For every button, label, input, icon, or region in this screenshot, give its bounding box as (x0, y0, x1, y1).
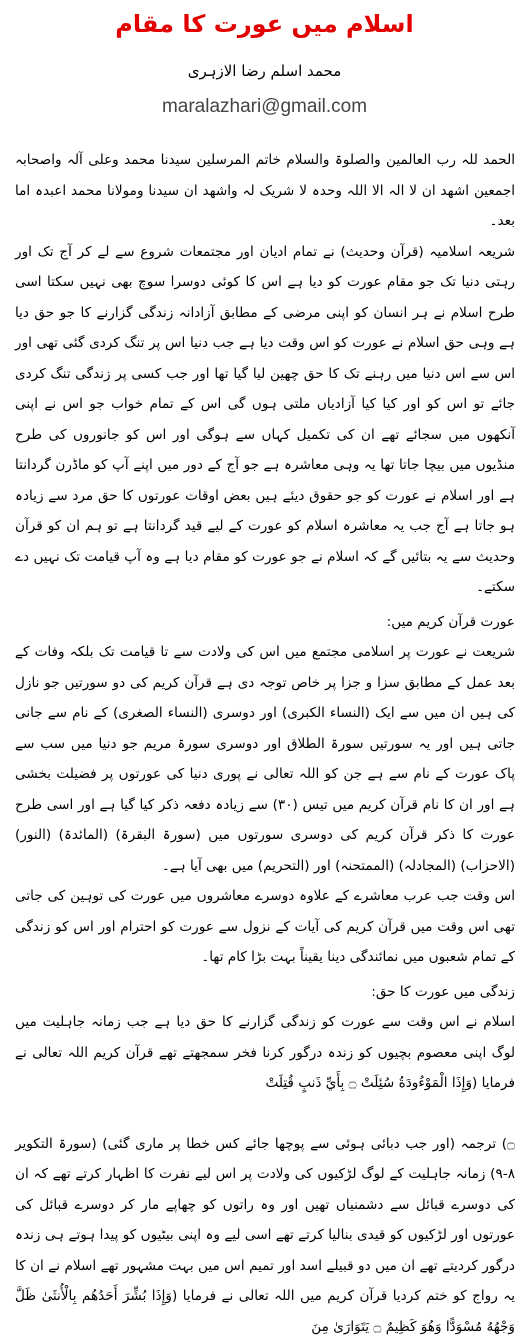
body-paragraph: اس وقت جب عرب معاشرے کے علاوہ دوسرے معاشروں میں عورت کی توہین کی جاتی تھی اس وقت میں قرآن کریم کی آیات کے نزول سے عورت کو احترام اور اس کو زندگی کے تمام شعبوں میں نمائندگی دینا یقیناً بہت بڑا کام تھا۔ (15, 881, 515, 973)
section-heading: زندگی میں عورت کا حق: (15, 977, 515, 1008)
author-email: maralazhari@gmail.com (0, 96, 529, 118)
section-heading: عورت قرآن کریم میں: (15, 607, 515, 638)
body-paragraph: اسلام نے اس وقت سے عورت کو زندگی گزارنے کا حق دیا ہے جب زمانہ جاہلیت میں لوگ اپنی معصوم بچیوں کو زندہ درگور کرنا فخر سمجھتے تھے قرآن کریم اللہ تعالی نے فرمایا (وَإِذَا الْمَوْءُودَةُ سُئِلَتْ ۝ بِأَيِّ ذَنبٍ قُتِلَتْ (15, 1007, 515, 1099)
body-paragraph: شریعہ اسلامیہ (قرآن وحدیث) نے تمام ادیان اور مجتمعات شروع سے لے کر آج تک اور رہتی دنیا تک جو مقام عورت کو دیا ہے اس کا کوئی دوسرا سوچ بھی نہیں سکتا اسی طرح اسلام نے ہر انسان کو اپنی مرضی کے مطابق آزادانہ زندگی گزارنے کا جو حق دیا ہے وہی حق اسلام نے عورت کو اس وقت دیا ہے جب دنیا اس پر تنگ کردی گئی تھی اور اس سے اس دنیا میں رہنے تک کا حق چھین لیا گیا تھا اور جب کسی پر زندگی تنگ کردی جائے تو اس کو اور کیا کیا آزادیاں ملتی ہوں گی اس کے تمام خواب جو اس نے اپنی آنکھوں میں سجائے تھے ان کی تکمیل کہاں سے ہوگی اور اس کو جانوروں کی طرح منڈیوں میں بیچا جاتا تھا یہ وہی معاشرہ ہے جو آج کے دور میں اپنے آپ کو ماڈرن گردانتا ہے اور اسلام نے عورت کو جو حقوق دیئے ہیں بعض اوقات عورتوں کا حق مرد سے زیادہ ہو جاتا ہے آج جب یہ معاشرہ اسلام کو عورت کے لیے قید گردانتا ہے تو ہم ان کو قرآن وحدیث سے یہ بتائیں گے کہ اسلام نے جو عورت کو مقام دیا ہے وہ آپ قیامت تک نہیں دے سکتے۔ (15, 237, 515, 603)
body-paragraph: شریعت نے عورت پر اسلامی مجتمع میں اس کی ولادت سے تا قیامت تک بلکہ وفات کے بعد عمل کے مطابق سزا و جزا پر خاص توجہ دی ہے قرآن کریم کی دو سورتیں جو نازل کی ہیں ان میں سے ایک (النساء الکبری) اور دوسری (النساء الصغری) کے نام سے جانی جاتی ہیں اور یہ سورتیں سورۃ الطلاق اور دوسری سورۃ مریم جو دنیا میں سب سے پاک عورت کے نام سے ہے جن کو اللہ تعالی نے پوری دنیا کی عورتوں پر فضیلت بخشی ہے اور ان کا نام قرآن کریم میں تیس (۳۰) سے زیادہ دفعہ ذکر کیا گیا ہے اور اسی طرح عورت کا ذکر قرآن کریم کی دوسری سورتوں میں (سورۃ البقرۃ) (المائدۃ) (النور) (الاحزاب) (المجادلہ) (الممتحنہ) اور (التحریم) میں بھی آیا ہے۔ (15, 637, 515, 881)
author-name: محمد اسلم رضا الازہری (0, 62, 529, 80)
article-title: اسلام میں عورت کا مقام (0, 10, 529, 38)
intro-paragraph: الحمد للہ رب العالمین والصلوۃ والسلام خاتم المرسلین سیدنا محمد وعلی آلہ واصحابہ اجمعین اشھد ان لا الہ الا اللہ وحدہ لا شریک لہ واشھد ان سیدنا ومولانا محمد اعبدہ اما بعد۔ (15, 145, 515, 237)
article-body (15, 145, 515, 1342)
paragraph-spacer (15, 1099, 515, 1129)
body-paragraph: ۝) ترجمہ (اور جب دبائی ہوئی سے پوچھا جائے کس خطا پر ماری گئی) (سورۃ التکویر ۸-۹) زمانہ جاہلیت کے لوگ لڑکیوں کی ولادت پر اس لیے نفرت کا اظہار کرتے تھے کہ ان کی دوسرے قبائل سے دشمنیاں تھیں اور وہ راتوں کو چھاپے مار کر دوسرے قبائل کی عورتوں اور لڑکیوں کو قیدی بنالیا کرتے تھے اسی لیے وہ اپنی بیٹیوں کو پیدا ہوتے ہی زندہ درگور کردیتے تھے ان میں دو قبیلے اسد اور تمیم اس میں بہت مشہور تھے اسلام نے ان کا یہ رواج کو ختم کردیا قرآن کریم میں اللہ تعالی نے فرمایا (وَإِذَا بُشِّرَ أَحَدُهُم بِالْأُنثَىٰ ظَلَّ وَجْهُهُ مُسْوَدًّا وَهُوَ كَظِيمٌ ۝ يَتَوَارَىٰ مِنَ (15, 1129, 515, 1342)
